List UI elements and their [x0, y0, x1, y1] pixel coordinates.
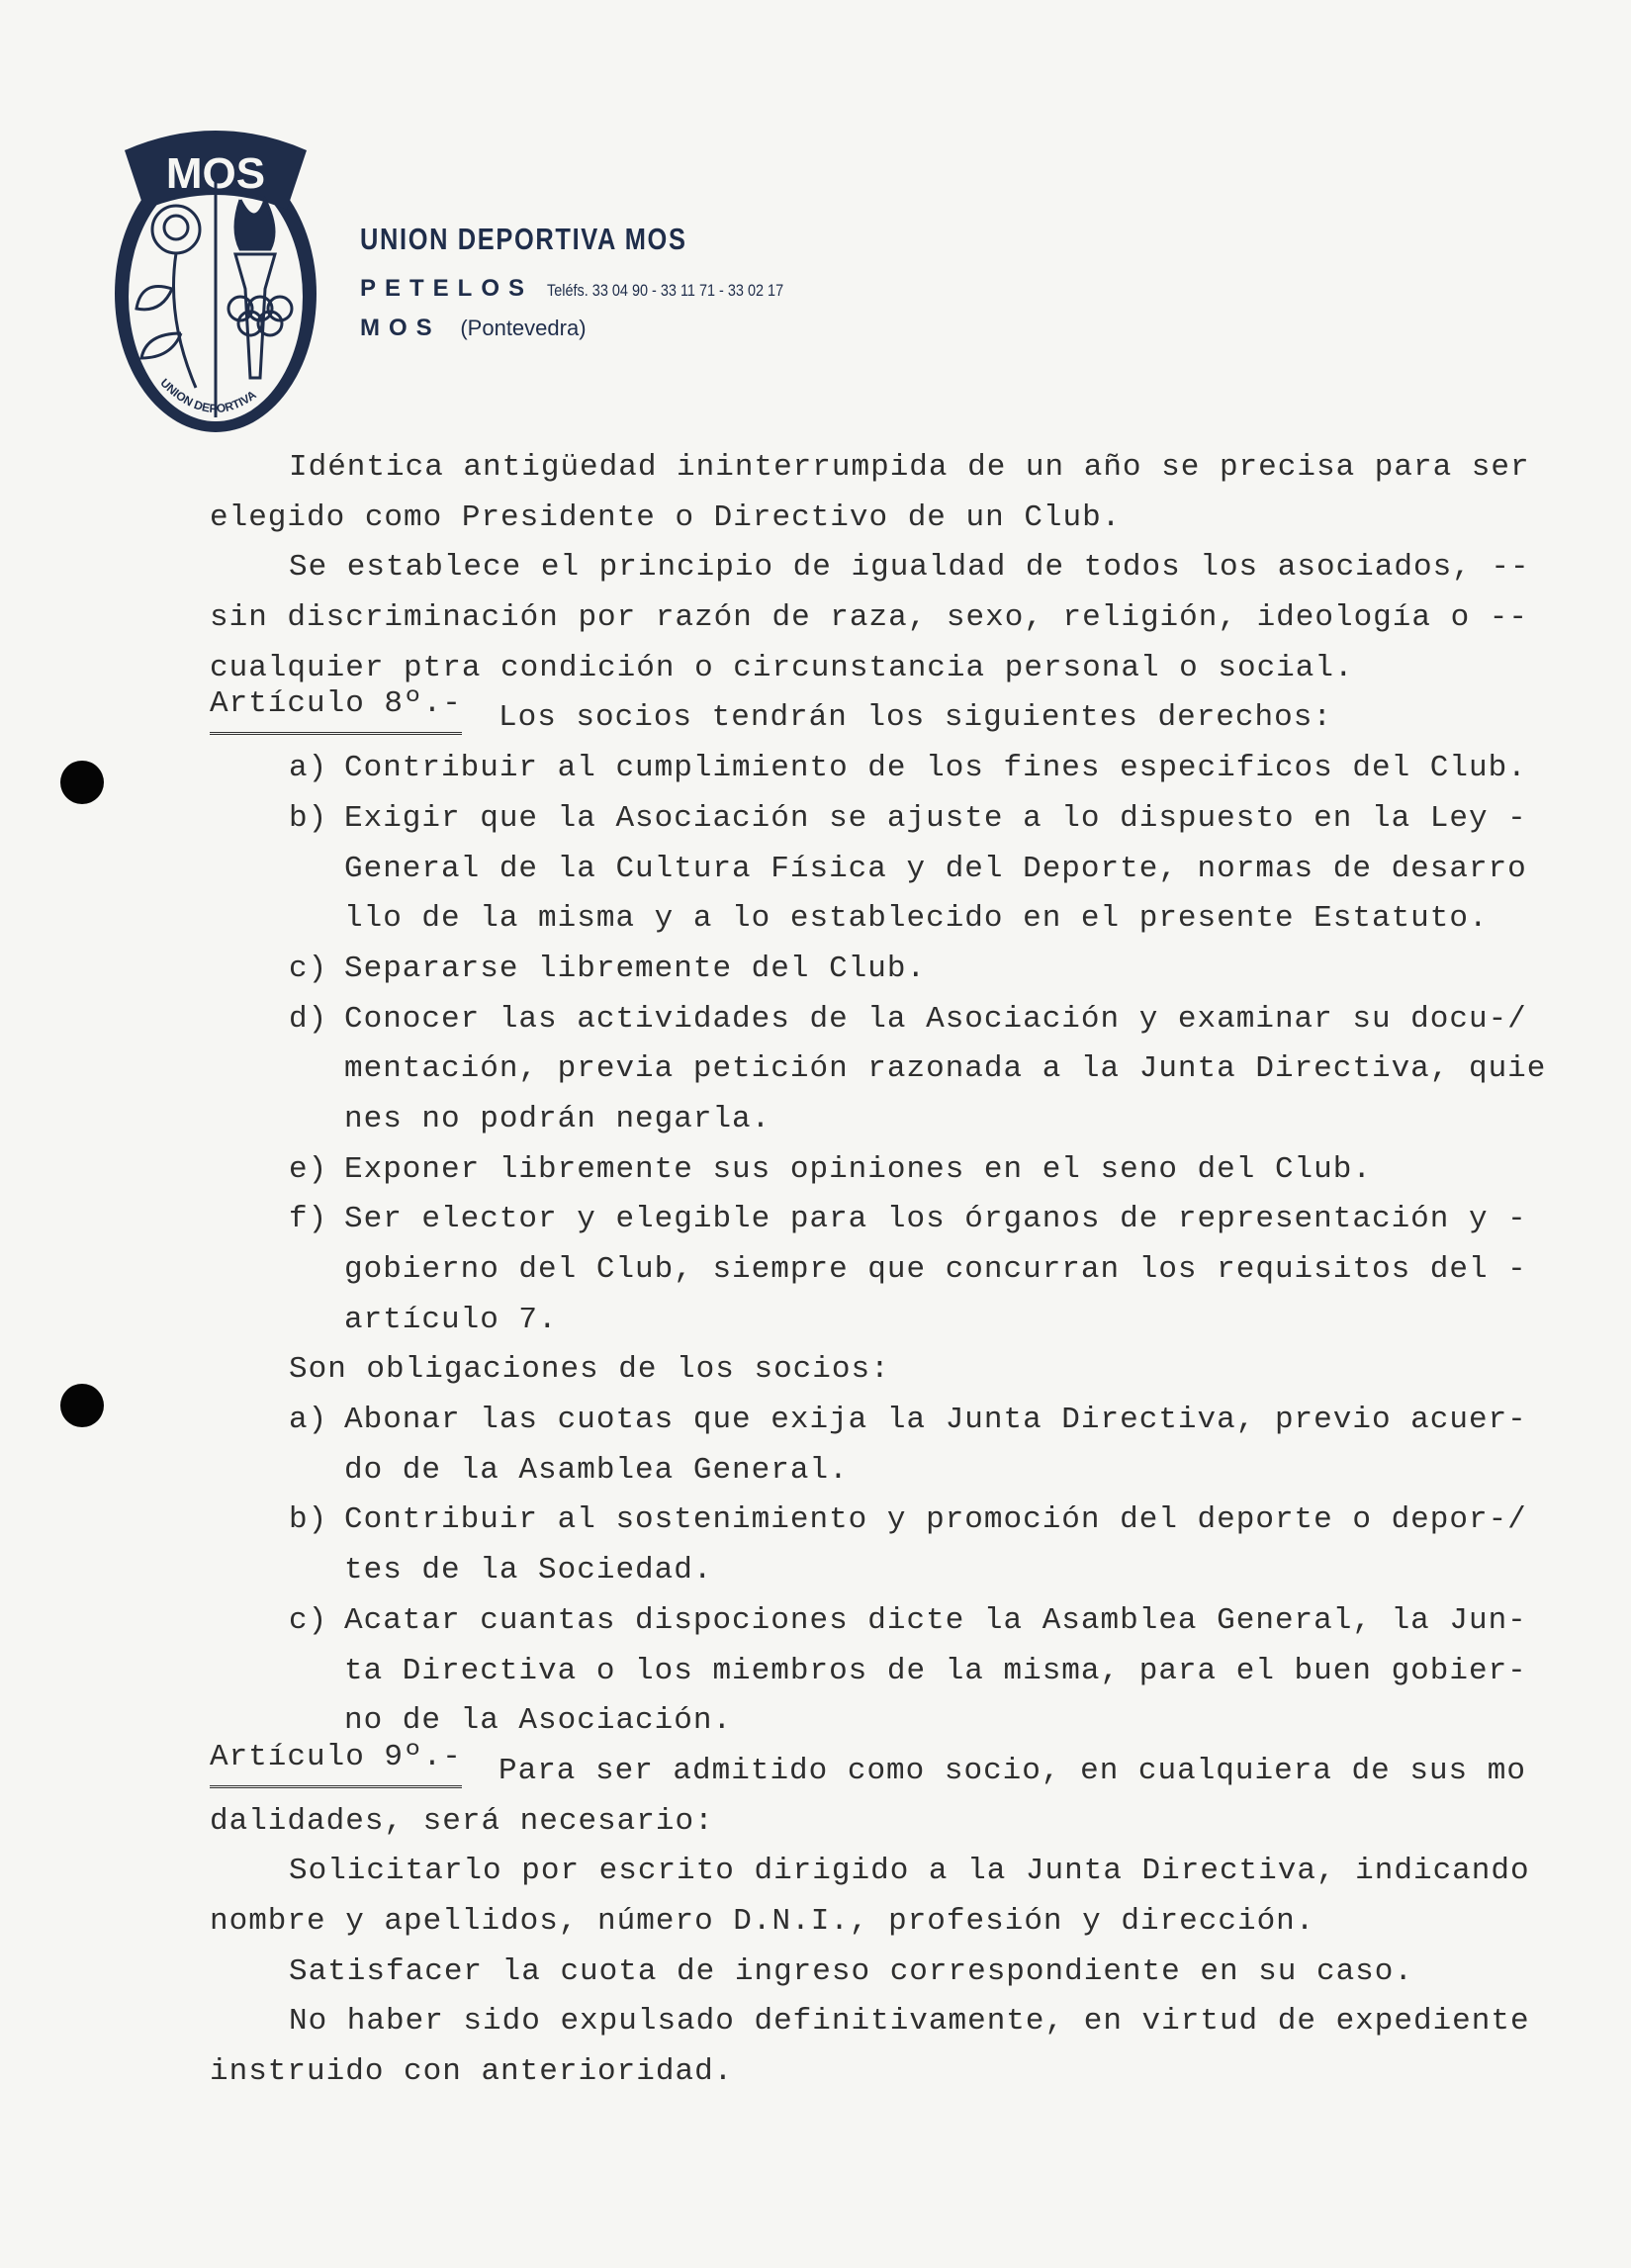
- line-text: Los socios tendrán los siguientes derechos:: [498, 700, 1332, 736]
- line-text: Contribuir al cumplimiento de los fines especificos del Club.: [344, 751, 1527, 786]
- line-text: artículo 7.: [344, 1302, 558, 1337]
- province: (Pontevedra): [460, 316, 587, 340]
- text-line: [0, 1095, 1631, 1145]
- line-text: Solicitarlo por escrito dirigido a la Junta Directiva, indicando: [289, 1854, 1530, 1889]
- item-label: d): [289, 1001, 328, 1037]
- line-text: Exponer libremente sus opiniones en el seno del Club.: [344, 1151, 1372, 1187]
- line-text: Se establece el principio de igualdad de todos los asociados, --: [289, 550, 1530, 586]
- text-line: [0, 1446, 1631, 1497]
- line-text: do de la Asamblea General.: [344, 1452, 849, 1488]
- line-text: Separarse libremente del Club.: [344, 951, 927, 986]
- text-line: [0, 443, 1631, 494]
- locality-line: [360, 275, 825, 303]
- municipality-line: [360, 315, 587, 342]
- text-line: [0, 1997, 1631, 2047]
- line-text: mentación, previa petición razonada a la Junta Directiva, quie: [344, 1051, 1547, 1087]
- list-item-line: [0, 995, 1631, 1045]
- text-line: [0, 543, 1631, 593]
- item-label: e): [289, 1151, 328, 1187]
- list-item-line: [0, 1496, 1631, 1546]
- text-line: [0, 1546, 1631, 1596]
- item-label: f): [289, 1202, 328, 1237]
- line-text: Contribuir al sostenimiento y promoción del deporte o depor-/: [344, 1502, 1527, 1538]
- line-text: Conocer las actividades de la Asociación y examinar su docu-/: [344, 1001, 1527, 1037]
- text-line: [0, 494, 1631, 544]
- logo-bottom-text: UNION DEPORTIVA: [157, 375, 259, 416]
- line-text: tes de la Sociedad.: [344, 1553, 713, 1588]
- line-text: nombre y apellidos, número D.N.I., profesión y dirección.: [210, 1903, 1315, 1939]
- line-text: Idéntica antigüedad ininterrumpida de un año se precisa para ser: [289, 450, 1530, 485]
- line-text: Son obligaciones de los socios:: [289, 1352, 890, 1388]
- list-item-line: [0, 1145, 1631, 1196]
- line-text: Acatar cuantas dispociones dicte la Asamblea General, la Jun-: [344, 1602, 1527, 1638]
- line-text: instruido con anterioridad.: [210, 2054, 734, 2089]
- line-text: No haber sido expulsado definitivamente, en virtud de expediente: [289, 2004, 1530, 2040]
- text-line: [0, 894, 1631, 945]
- text-line: [0, 1044, 1631, 1095]
- list-item-line: [0, 1596, 1631, 1647]
- item-label: a): [289, 751, 328, 786]
- text-line: [0, 593, 1631, 644]
- text-line: [0, 845, 1631, 895]
- line-text: llo de la misma y a lo establecido en el presente Estatuto.: [344, 901, 1489, 937]
- line-text: no de la Asociación.: [344, 1703, 733, 1739]
- article-heading: Artículo 8º.-: [210, 680, 462, 735]
- logo-mos-text: MOS: [165, 149, 266, 198]
- item-label: b): [289, 1502, 328, 1538]
- article-heading: Artículo 9º.-: [210, 1733, 462, 1788]
- line-text: nes no podrán negarla.: [344, 1101, 771, 1136]
- article-line: [0, 686, 1631, 744]
- document-body: [0, 443, 1631, 2098]
- text-line: [0, 1647, 1631, 1697]
- line-text: elegido como Presidente o Directivo de un Club.: [210, 499, 1122, 535]
- list-item-line: [0, 1396, 1631, 1446]
- line-text: gobierno del Club, siempre que concurran los requisitos del -: [344, 1252, 1527, 1287]
- text-line: [0, 1897, 1631, 1948]
- text-line: [0, 1245, 1631, 1296]
- line-text: dalidades, será necesario:: [210, 1803, 714, 1839]
- text-line: [0, 1948, 1631, 1998]
- line-text: Para ser admitido como socio, en cualquiera de sus mo: [498, 1753, 1526, 1788]
- text-line: [0, 1296, 1631, 1346]
- text-line: [0, 1345, 1631, 1396]
- line-text: sin discriminación por razón de raza, sexo, religión, ideología o --: [210, 600, 1529, 636]
- list-item-line: [0, 945, 1631, 995]
- item-label: c): [289, 1602, 328, 1638]
- item-label: a): [289, 1403, 328, 1438]
- text-line: [0, 2047, 1631, 2098]
- line-text: Exigir que la Asociación se ajuste a lo dispuesto en la Ley -: [344, 800, 1527, 836]
- text-line: [0, 1797, 1631, 1848]
- line-text: General de la Cultura Física y del Deporte, normas de desarro: [344, 851, 1527, 886]
- locality: PETELOS: [360, 275, 534, 302]
- line-text: cualquier ptra condición o circunstancia personal o social.: [210, 650, 1354, 685]
- line-text: ta Directiva o los miembros de la misma, para el buen gobier-: [344, 1653, 1527, 1688]
- list-item-line: [0, 794, 1631, 845]
- organization-name: UNION DEPORTIVA MOS: [360, 222, 687, 256]
- article-line: [0, 1739, 1631, 1797]
- item-label: b): [289, 800, 328, 836]
- line-text: Abonar las cuotas que exija la Junta Directiva, previo acuer-: [344, 1403, 1527, 1438]
- club-crest-logo: [107, 121, 324, 439]
- text-line: [0, 1847, 1631, 1897]
- line-text: Ser elector y elegible para los órganos de representación y -: [344, 1202, 1527, 1237]
- municipality: MOS: [360, 315, 441, 341]
- line-text: Satisfacer la cuota de ingreso correspondiente en su caso.: [289, 1953, 1413, 1989]
- item-label: c): [289, 951, 328, 986]
- list-item-line: [0, 744, 1631, 794]
- phone-numbers: Teléfs. 33 04 90 - 33 11 71 - 33 02 17: [547, 281, 784, 300]
- list-item-line: [0, 1195, 1631, 1245]
